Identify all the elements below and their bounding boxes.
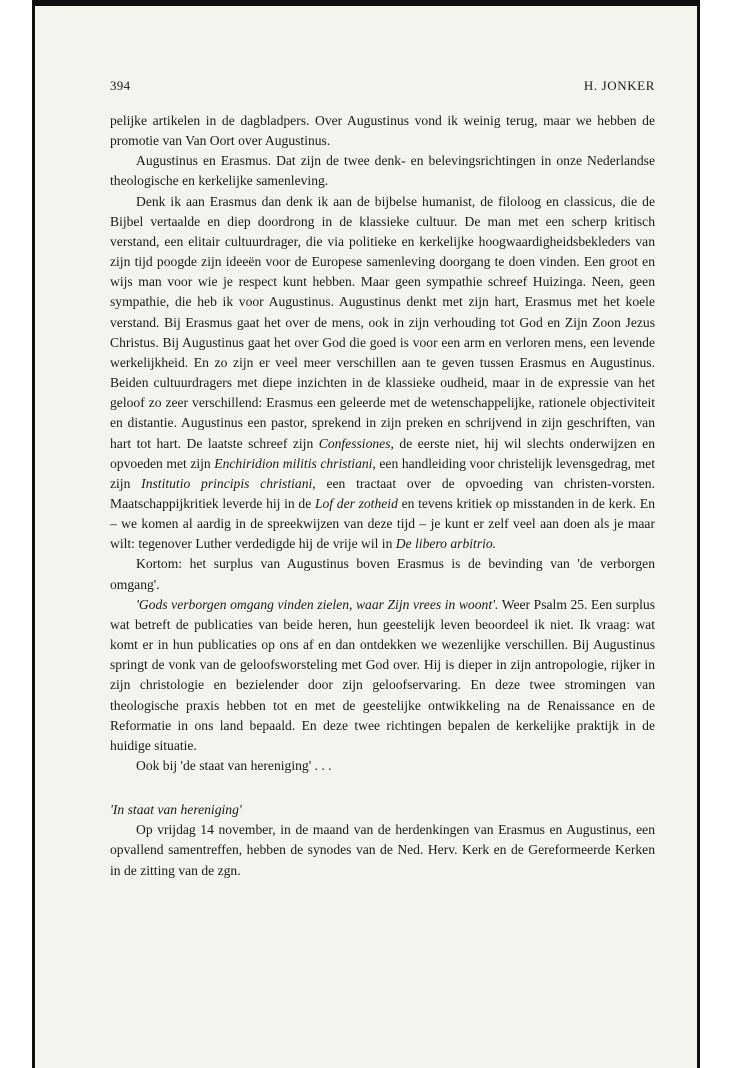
scan-border-right — [697, 0, 700, 1068]
title-de-libero-arbitrio: De libero arbitrio. — [395, 536, 497, 552]
title-institutio: Institutio principis christiani, — [141, 475, 316, 491]
page-number: 394 — [110, 78, 131, 93]
paragraph-3-text: een tractaat over de opvoeding van christen-vorsten. Maatschappijkritiek leverde hij in de — [110, 475, 655, 511]
paragraph-2: Augustinus en Erasmus. Dat zijn de twee denk- en belevingsrichtingen in onze Nederlandse theologische en kerkelijke samenleving. — [110, 153, 655, 189]
section-heading: 'In staat van hereniging' — [110, 802, 242, 818]
paragraph-4: Kortom: het surplus van Augustinus boven Erasmus is de bevinding van 'de verborgen omgang'. — [110, 556, 655, 592]
paragraph-3-text: een handleiding voor christelijk levensgedrag, met zijn — [110, 455, 655, 491]
paragraph-5-text: Weer Psalm 25. Een surplus wat betreft de publicaties van beide heren, hun geestelijk leven beoordeel ik niet. Ik vraag: wat komt er in hun publicaties op ons af en dan ontdekken we wezenlijke verschillen. Bij Augustinus springt de vonk van de geloofsworsteling met God over. Hij is dieper in zijn antropologie, rijker in zijn christologie en bezielender door zijn geloofservaring. En deze twee stromingen van theologische praxis hebben tot en met de geestelijke ontwikkeling na de Renaissance en de Reformatie in ons land bepaald. En deze twee richtingen bepalen de kerkelijke praktijk in de huidige situatie. — [110, 596, 656, 753]
running-head-author: H. JONKER — [583, 78, 655, 93]
body-text — [110, 111, 655, 881]
title-confessiones: Confessiones, — [318, 435, 394, 451]
paragraph-3-text: en tevens kritiek op misstanden in de kerk. En – we komen al aardig in de spreekwijzen van deze tijd – je kunt er zelf veel aan doen als je maar wilt: tegenover Luther verdedigde hij de vrije wil in — [110, 495, 655, 552]
paragraph-3-text: Denk ik aan Erasmus dan denk ik aan de bijbelse humanist, de filoloog en classicus, die de Bijbel vertaalde en diep doordrong in de klassieke cultuur. De man met een scherp kritisch verstand, een elitair cultuurdrager, die via politieke en kerkelijke hoogwaardigheidsbekleders van zijn tijd poogde zijn ideeën voor de Europese samenleving doorgang te doen vinden. Een groot en wijs man voor wie je respect kunt hebben. Maar geen sympathie schreef Huizinga. Neen, geen sympathie, die heb ik voor Augustinus. Augustinus denkt met zijn hart, Erasmus met het koele verstand. Bij Erasmus gaat het over de mens, ook in zijn verhouding tot God en Zijn Zoon Jezus Christus. Bij Augustinus gaat het over God die goed is voor een arm en verloren mens, een levende werkelijkheid. En zo zijn er veel meer verschillen aan te geven tussen Erasmus en Augustinus. Beiden cultuurdragers met diepe inzichten in de klassieke oudheid, maar in de expressie van het geloof zo zeer verschillend: Erasmus een geleerde met de wetenschappelijke, rationele objectiviteit en distantie. Augustinus een pastor, sprekend in zijn preken en schrijvend in zijn geschriften, van hart tot hart. De laatste schreef zijn — [110, 193, 655, 451]
paragraph-5 — [110, 595, 655, 756]
paragraph-3 — [110, 192, 655, 555]
title-enchiridion: Enchiridion militis christiani, — [214, 455, 376, 471]
paragraph-7: Op vrijdag 14 november, in de maand van de herdenkingen van Erasmus en Augustinus, een opvallend samentreffen, hebben de synodes van de Ned. Herv. Kerk en de Gereformeerde Kerken in de zitting van de zgn. — [110, 822, 655, 878]
paragraph-6: Ook bij 'de staat van hereniging' . . . — [136, 758, 332, 773]
paragraph-1: pelijke artikelen in de dagbladpers. Over Augustinus vond ik weinig terug, maar we hebben de promotie van Van Oort over Augustinus. — [110, 113, 655, 149]
title-lof-der-zotheid: Lof der zotheid — [314, 495, 398, 511]
psalm-quote: 'Gods verborgen omgang vinden zielen, waar Zijn vrees in woont'. — [136, 596, 499, 612]
paragraph-3-text: de eerste niet, hij wil slechts onderwijzen en opvoeden met zijn — [110, 435, 655, 471]
